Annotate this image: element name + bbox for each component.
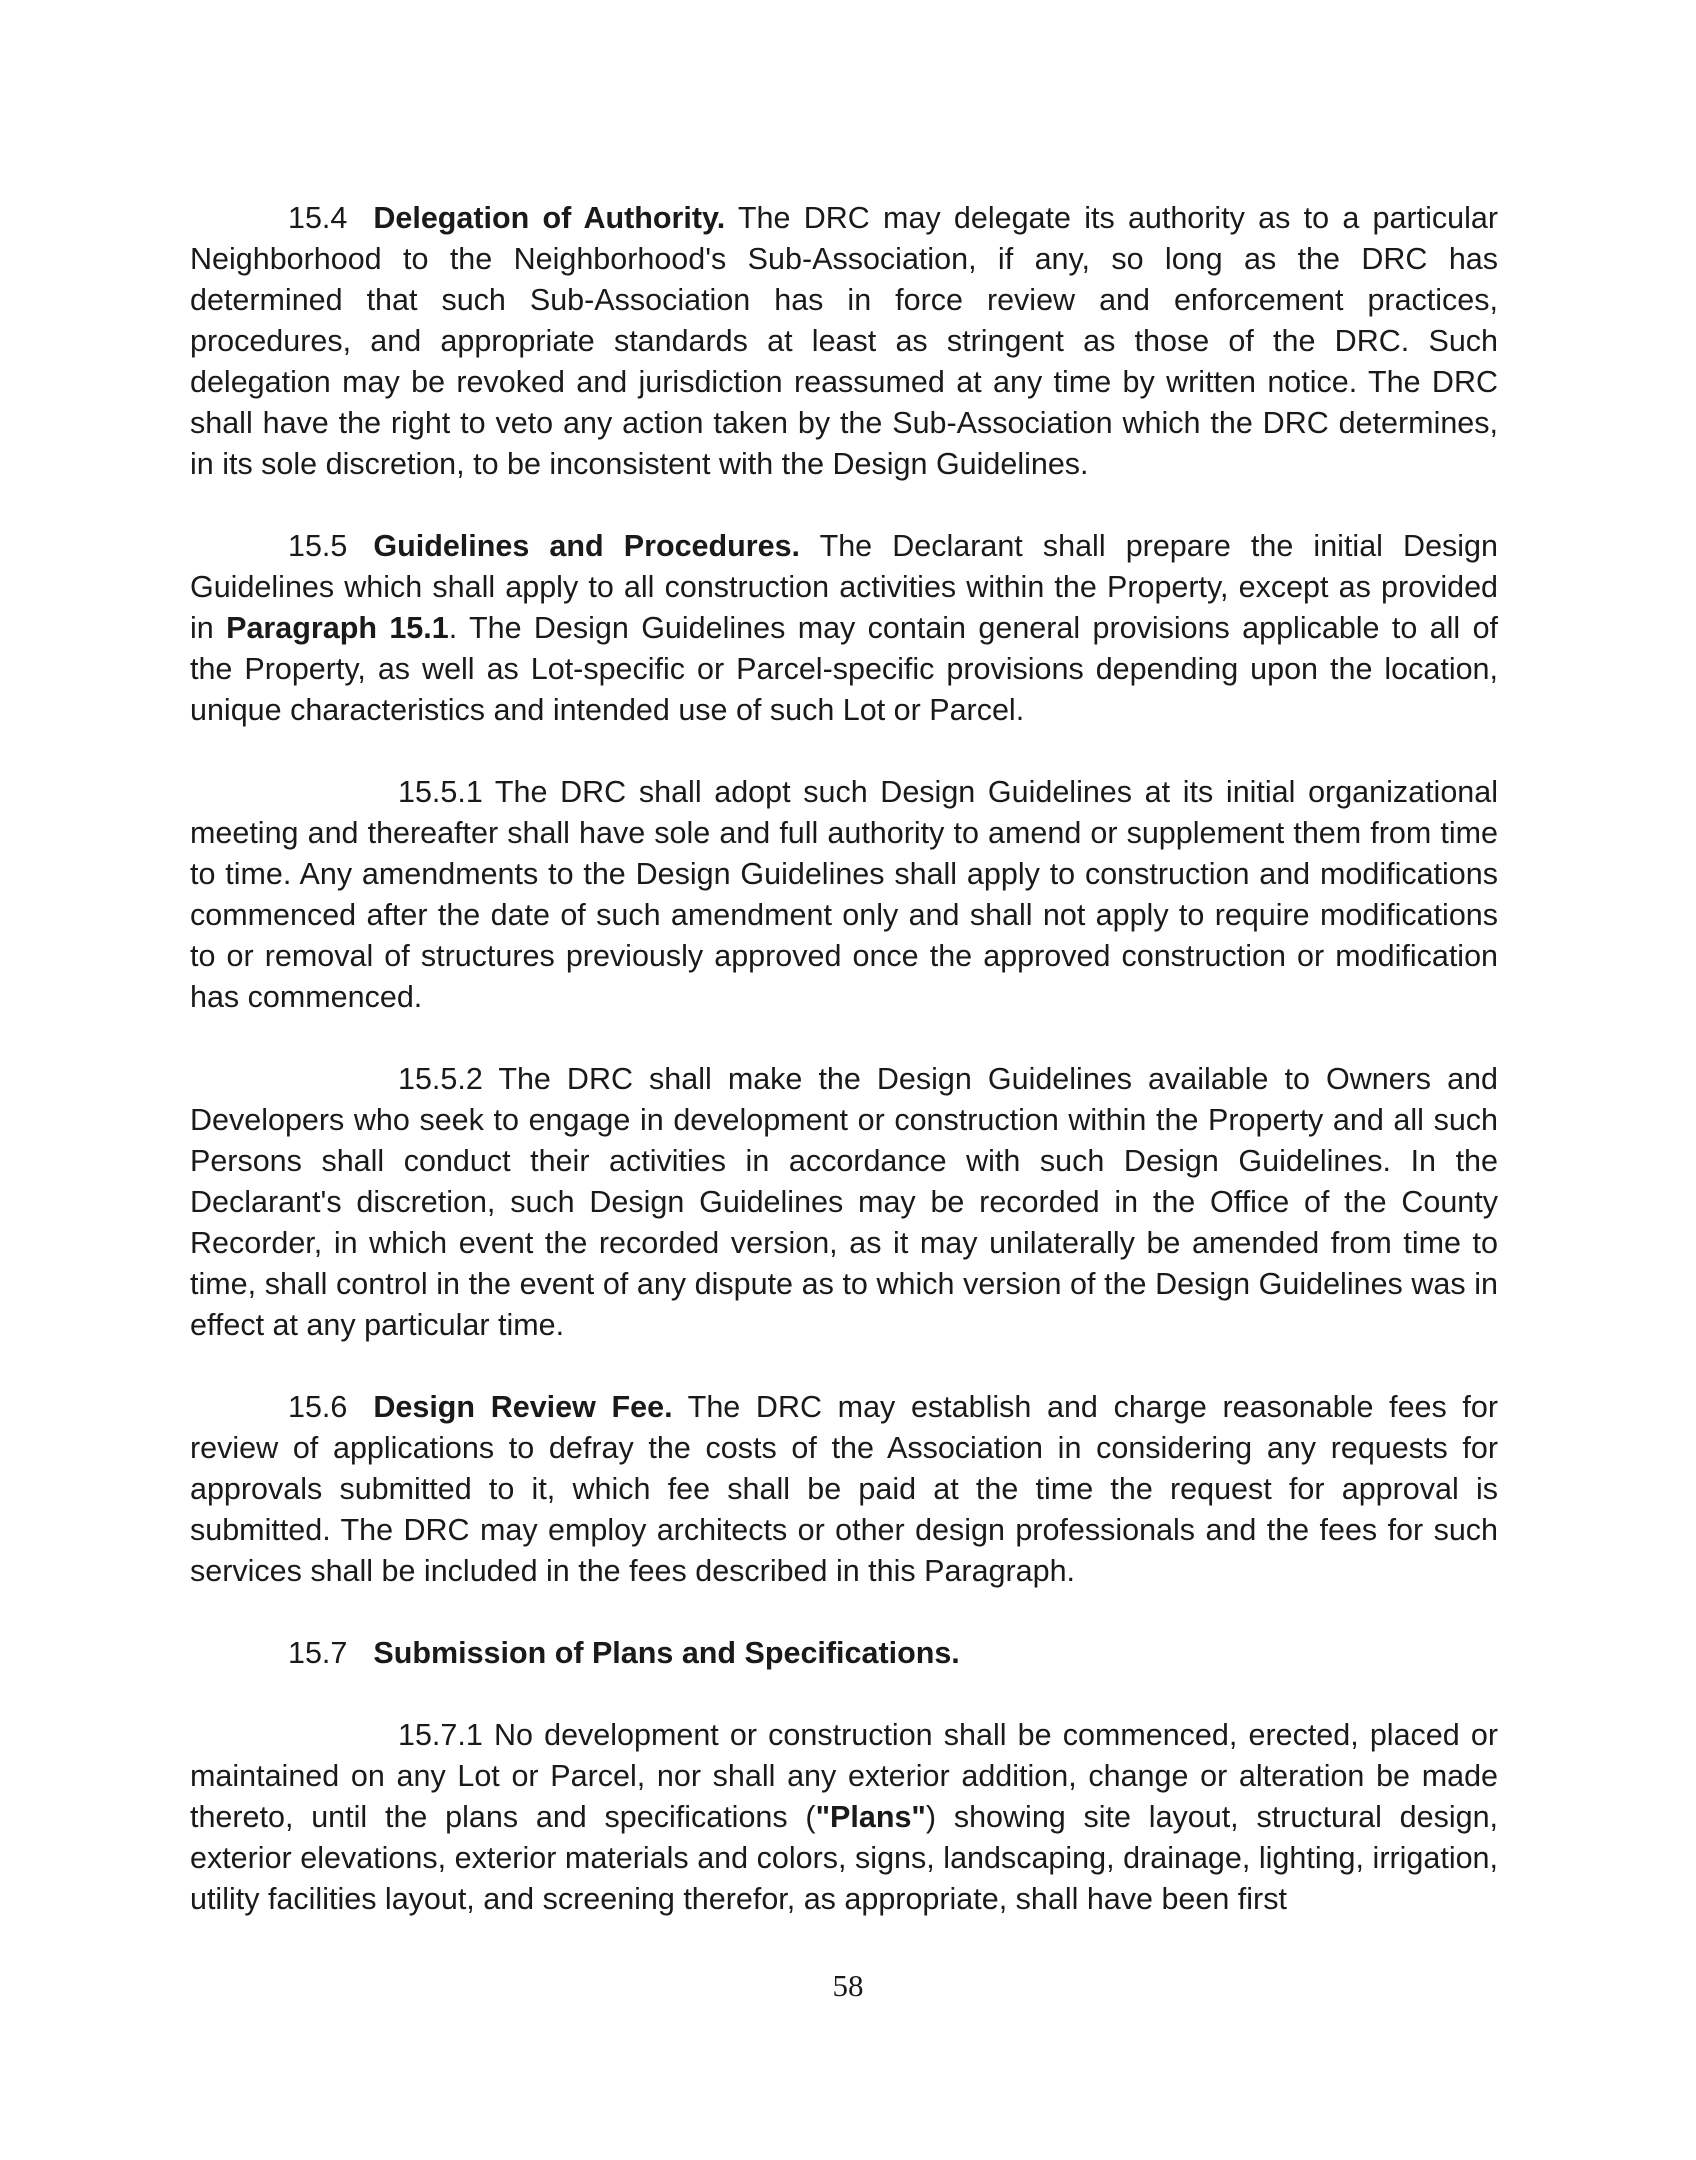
section-text: No development or construction shall be commenced, erected, placed or maintained on any Lot or Parcel, nor shall any exterior addition, change or alteration be made thereto, until the plans and specifications ( [190,1718,1498,1834]
section-number: 15.5.1 [398,775,483,809]
section-text: The Declarant shall prepare the initial Design Guidelines which shall apply to all construction activities within the Property, except as provided in [190,529,1498,645]
document-body [190,198,1498,1920]
section-15-5-1 [190,772,1498,1018]
section-15-6 [190,1387,1498,1592]
paragraph-reference: Paragraph 15.1 [226,611,449,645]
section-heading: Design Review Fee. [373,1390,673,1424]
page-number: 58 [832,1968,864,2003]
section-text-continued: . The Design Guidelines may contain general provisions applicable to all of the Property, as well as Lot-specific or Parcel-specific provisions depending upon the location, unique characteristics and intended use of such Lot or Parcel. [190,611,1499,727]
section-text-continued: ) showing site layout, structural design, exterior elevations, exterior materials and colors, signs, landscaping, drainage, lighting, irrigation, utility facilities layout, and screening therefor, as appropriate, shall have been first [190,1800,1499,1916]
section-heading: Submission of Plans and Specifications. [373,1636,960,1670]
section-text: The DRC shall adopt such Design Guidelines at its initial organizational meeting and thereafter shall have sole and full authority to amend or supplement them from time to time. Any amendments to the Design Guidelines shall apply to construction and modifications commenced after the date of such amendment only and shall not apply to require modifications to or removal of structures previously approved once the approved construction or modification has commenced. [190,775,1498,1014]
section-number: 15.7.1 [398,1718,483,1752]
section-text: The DRC may establish and charge reasonable fees for review of applications to defray the costs of the Association in considering any requests for approvals submitted to it, which fee shall be paid at the time the request for approval is submitted. The DRC may employ architects or other design professionals and the fees for such services shall be included in the fees described in this Paragraph. [190,1390,1499,1588]
section-number: 15.7 [288,1636,348,1670]
section-15-7 [190,1633,1498,1674]
section-number: 15.5.2 [398,1062,483,1096]
section-text: The DRC shall make the Design Guidelines available to Owners and Developers who seek to engage in development or construction within the Property and all such Persons shall conduct their activities in accordance with such Design Guidelines. In the Declarant's discretion, such Design Guidelines may be recorded in the Office of the County Recorder, in which event the recorded version, as it may unilaterally be amended from time to time, shall control in the event of any dispute as to which version of the Design Guidelines was in effect at any particular time. [190,1062,1498,1342]
section-number: 15.6 [288,1390,348,1424]
section-heading: Guidelines and Procedures. [373,529,801,563]
section-heading: Delegation of Authority. [373,201,726,235]
section-number: 15.4 [288,201,348,235]
defined-term: "Plans" [815,1800,926,1834]
section-15-5 [190,526,1498,731]
section-15-7-1 [190,1715,1498,1920]
section-15-4 [190,198,1498,485]
section-text: The DRC may delegate its authority as to a particular Neighborhood to the Neighborhood's Sub-Association, if any, so long as the DRC has determined that such Sub-Association has in force review and enforcement practices, procedures, and appropriate standards at least as stringent as those of the DRC. Such delegation may be revoked and jurisdiction reassumed at any time by written notice. The DRC shall have the right to veto any action taken by the Sub-Association which the DRC determines, in its sole discretion, to be inconsistent with the Design Guidelines. [190,201,1498,481]
section-15-5-2 [190,1059,1498,1346]
section-number: 15.5 [288,529,348,563]
